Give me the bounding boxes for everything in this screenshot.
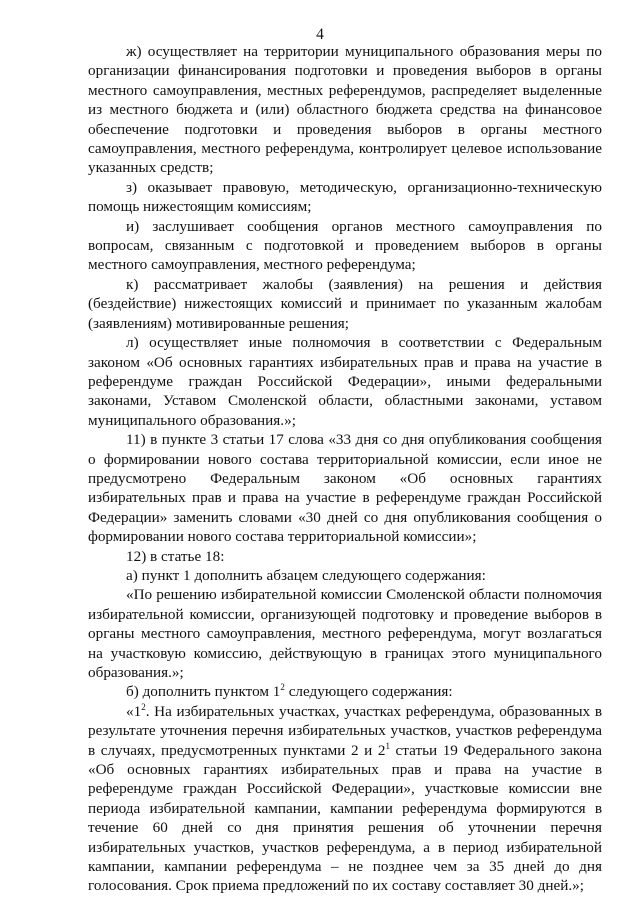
document-body (88, 42, 602, 896)
paragraph-b (88, 682, 602, 701)
page-number: 4 (316, 26, 324, 43)
paragraph-z: з) оказывает правовую, методическую, организационно-техническую помощь нижестоящим комиссиям; (88, 178, 602, 216)
paragraph-i: и) заслушивает сообщения органов местного самоуправления по вопросам, связанным с подготовкой и проведением выборов в органы местного самоуправления, местного референдума; (88, 217, 602, 274)
paragraph-k: к) рассматривает жалобы (заявления) на решения и действия (бездействие) нижестоящих комиссий и принимает по указанным жалобам (заявлениям) мотивированные решения; (88, 275, 602, 332)
paragraph-quote-2-text-2: . На избирательных участках, участках референдума, образованных в результате уточнения перечня избирательных участков, участков референдума в случаях, предусмотренных пунктами 2 и 2 (88, 702, 602, 759)
paragraph-b-text-2: следующего содержания: (284, 683, 453, 701)
paragraph-quote-2-text-3: статьи 19 Федерального закона «Об основных гарантиях избирательных прав и права на участие в референдуме граждан Российской Федерации», участковые комиссии вне периода избирательной кампании, кампании референдума формируются в течение 60 дней со дня принятия решения об уточнении перечня избирательных участков, участков референдума, а в период избирательной кампании, кампании референдума – не позднее чем за 35 дней до дня голосования. Срок приема предложений по их составу составляет 30 дней.»; (88, 741, 603, 895)
paragraph-b-text-1: б) дополнить пунктом 1 (126, 683, 281, 701)
paragraph-a: а) пункт 1 дополнить абзацем следующего содержания: (126, 566, 486, 584)
paragraph-item-12: 12) в статье 18: (126, 547, 225, 565)
paragraph-quote-2 (88, 702, 602, 896)
superscript: 2 (141, 701, 146, 712)
superscript: 2 (280, 682, 285, 693)
paragraph-quote-1: «По решению избирательной комиссии Смоленской области полномочия избирательной комиссии, организующей подготовку и проведение выборов в органы местного самоуправления, местного референдума, могут возлагаться на участковую комиссию, действующую в границах этого муниципального образования.»; (88, 586, 602, 681)
paragraph-item-11: 11) в пункте 3 статьи 17 слова «33 дня со дня опубликования сообщения о формировании нового состава территориальной комиссии, если иное не предусмотрено Федеральным законом «Об основных гарантиях избирательных прав и права на участие в референдуме граждан Российской Федерации» заменить словами «30 дней со дня опубликования сообщения о формировании нового состава территориальной комиссии»; (88, 431, 602, 546)
paragraph-zh: ж) осуществляет на территории муниципального образования меры по организации финансирования подготовки и проведения выборов в органы местного самоуправления, местных референдумов, распределяет выделенные из местного бюджета и (или) областного бюджета средства на финансовое обеспечение подготовки и проведения выборов в органы местного самоуправления, местного референдума, контролирует целевое использование указанных средств; (88, 43, 602, 177)
paragraph-l: л) осуществляет иные полномочия в соответствии с Федеральным законом «Об основных гарантиях избирательных прав и права на участие в референдуме граждан Российской Федерации», иными федеральными законами, Уставом Смоленской области, областными законами, уставом муниципального образования.»; (88, 334, 602, 429)
superscript: 1 (385, 740, 390, 751)
paragraph-quote-2-text-1: «1 (126, 702, 142, 720)
